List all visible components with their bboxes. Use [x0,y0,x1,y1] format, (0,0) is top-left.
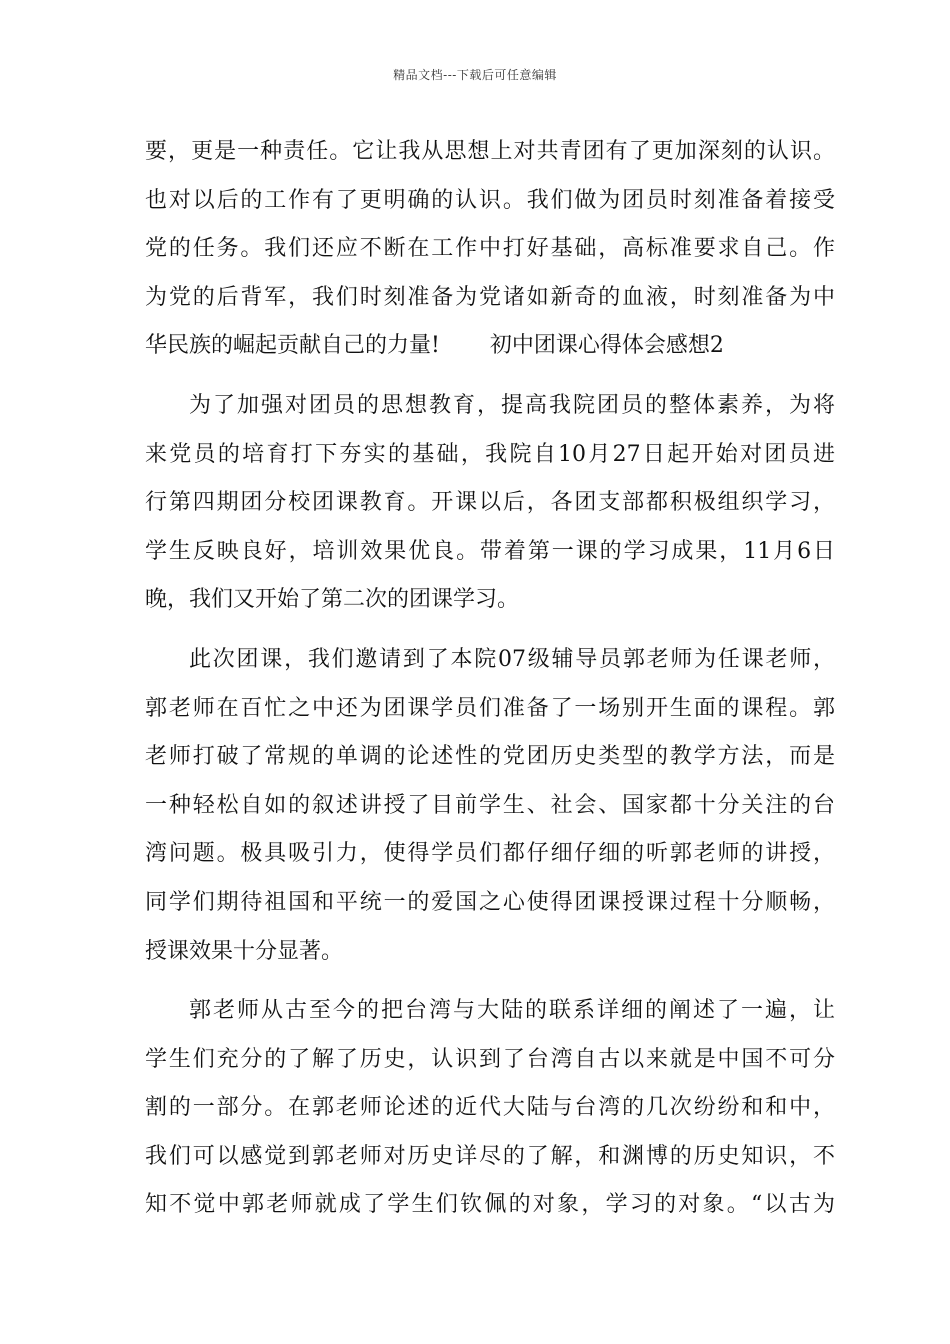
text-line: 知不觉中郭老师就成了学生们钦佩的对象，学习的对象。“以古为 [145,1192,835,1218]
text-line: 也对以后的工作有了更明确的认识。我们做为团员时刻准备着接受 [145,187,835,213]
text-line: 党的任务。我们还应不断在工作中打好基础，高标准要求自己。作 [145,236,835,262]
text-line: 郭老师在百忙之中还为团课学员们准备了一场别开生面的课程。郭 [145,695,835,721]
text-line: 行第四期团分校团课教育。开课以后，各团支部都积极组织学习， [145,490,835,516]
text-line [145,322,835,371]
text-line: 来党员的培育打下夯实的基础，我院自10月27日起开始对团员进 [145,441,835,467]
text-line: 一种轻松自如的叙述讲授了目前学生、社会、国家都十分关注的台 [145,792,835,818]
text-line: 割的一部分。在郭老师论述的近代大陆与台湾的几次纷纷和和中， [145,1095,835,1121]
text-line: 郭老师从古至今的把台湾与大陆的联系详细的阐述了一遍，让 [189,998,835,1024]
text-line: 学生反映良好，培训效果优良。带着第一课的学习成果，11月6日 [145,538,835,564]
text-line: 要，更是一种责任。它让我从思想上对共青团有了更加深刻的认识。 [145,139,835,164]
text-line: 晚，我们又开始了第二次的团课学习。 [145,587,520,613]
text-line: 为了加强对团员的思想教育，提高我院团员的整体素养，为将 [189,392,835,418]
section-heading: 初中团课心得体会感想2 [489,333,724,359]
text-line: 为党的后背军，我们时刻准备为党诸如新奇的血液，时刻准备为中 [145,284,835,310]
text-line: 学生们充分的了解了历史，认识到了台湾自古以来就是中国不可分 [145,1046,835,1072]
document-body [145,128,835,1230]
text-line: 湾问题。极具吸引力，使得学员们都仔细仔细的听郭老师的讲授， [145,841,835,867]
text-line: 授课效果十分显著。 [145,938,344,964]
text-line: 我们可以感觉到郭老师对历史详尽的了解，和渊博的历史知识，不 [145,1143,835,1169]
paragraph-4 [145,987,835,1230]
paragraph-2 [145,382,835,625]
text-line: 此次团课，我们邀请到了本院07级辅导员郭老师为任课老师， [189,646,835,672]
text-line: 老师打破了常规的单调的论述性的党团历史类型的教学方法，而是 [145,744,835,770]
paragraph-3 [145,636,835,976]
page-header: 精品文档---下载后可任意编辑 [393,68,557,82]
text-line: 同学们期待祖国和平统一的爱国之心使得团课授课过程十分顺畅， [145,889,835,915]
paragraph-1 [145,128,835,371]
text-line-end: 华民族的崛起贡献自己的力量! [145,333,440,359]
